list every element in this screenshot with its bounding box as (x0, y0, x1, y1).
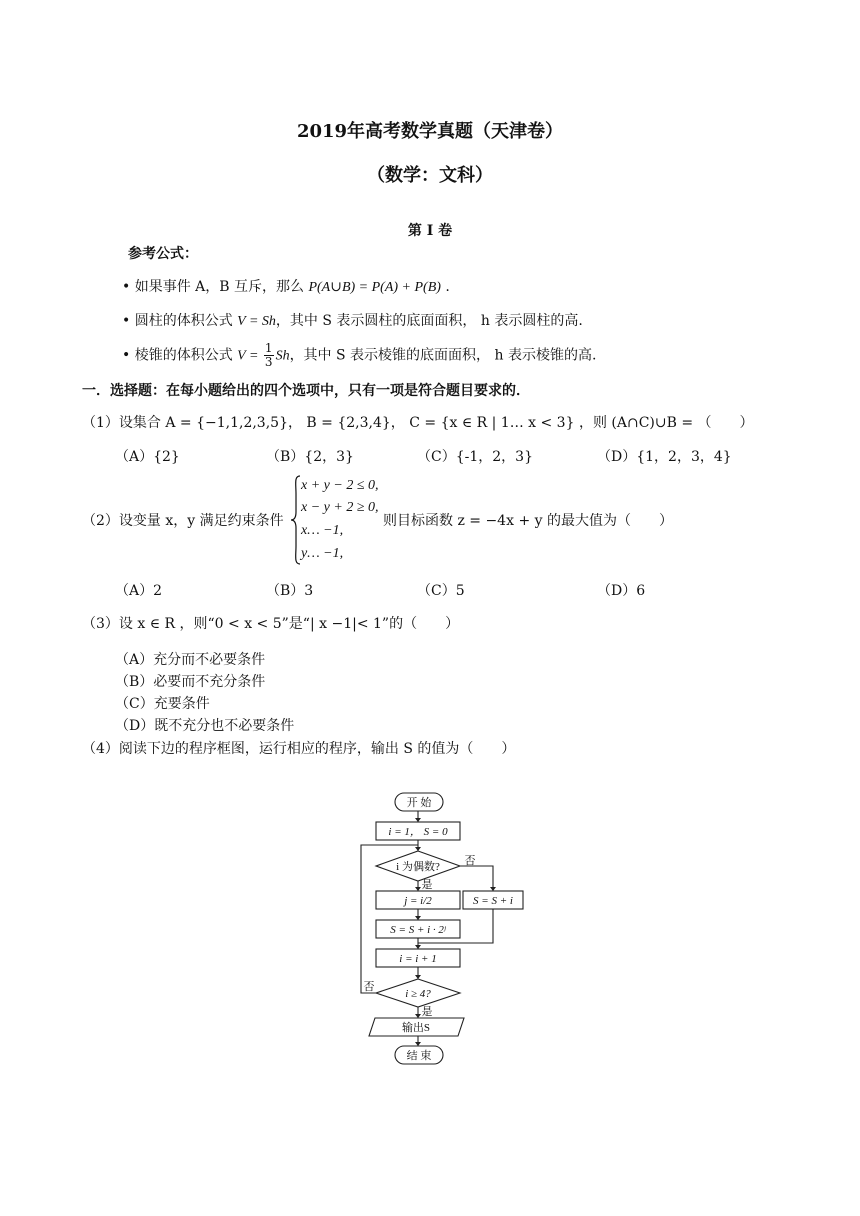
flowchart-end-label: 结 束 (406, 1050, 432, 1062)
question-2-stem-pre: （2）设变量 x，y 满足约束条件 (82, 513, 284, 529)
formula-item-3: • 棱锥的体积公式 V = $\frac{1}{3}$ Sh，其中 S 表示棱锥的底面面积， h 表示棱锥的高. (122, 341, 597, 369)
q2-option-c: （C）5 (417, 583, 465, 599)
q3-option-b: （B）必要而不充分条件 (115, 674, 266, 690)
q1-option-c: （C）{-1，2，3} (417, 449, 533, 465)
constraint-4: y… −1, (301, 546, 344, 561)
bullet-icon: • (122, 347, 131, 364)
flowchart-output-label: 输出S (401, 1022, 431, 1034)
formula-header: 参考公式： (128, 246, 198, 262)
constraint-1: x + y − 2 ≤ 0, (301, 478, 379, 493)
question-2-stem-post: 则目标函数 z = −4x + y 的最大值为（ ） (383, 513, 673, 529)
flowchart-init-label: i = 1， S = 0 (388, 826, 448, 838)
flowchart-cond1-label: i 为偶数? (396, 861, 440, 873)
q2-option-a: （A）2 (115, 583, 163, 599)
flowchart-cond2-label: i ≥ 4? (405, 988, 431, 1000)
q3-option-c: （C）充要条件 (115, 696, 210, 712)
formula-item-2: • 圆柱的体积公式 V = Sh，其中 S 表示圆柱的底面面积， h 表示圆柱的高. (122, 313, 583, 329)
flowchart-yes-label-1: 是 (421, 879, 433, 891)
bullet-icon: • (122, 313, 131, 329)
constraint-2: x − y + 2 ≥ 0, (301, 500, 379, 515)
q2-option-b: （B）3 (266, 583, 314, 599)
flowchart (350, 785, 540, 1070)
q2-option-d: （D）6 (597, 583, 646, 599)
flowchart-update-s-odd-label: S = S + i (473, 895, 513, 907)
flowchart-update-s-even-label: S = S + i · 2ʲ (390, 924, 446, 936)
question-1-stem: （1）设集合 A = {−1,1,2,3,5}， B = {2,3,4}， C = {x ∈ R | 1… x < 3} ，则 (A∩C)∪B = （ ） (82, 415, 754, 431)
q1-option-d: （D）{1，2，3，4} (597, 449, 732, 465)
flowchart-no-label-1: 否 (464, 855, 476, 867)
question-4-stem: （4）阅读下边的程序框图，运行相应的程序，输出 S 的值为（ ） (82, 741, 516, 757)
q3-option-d: （D）既不充分也不必要条件 (115, 718, 295, 734)
flowchart-start-label: 开 始 (406, 797, 432, 809)
part-label: 第 I 卷 (407, 223, 453, 239)
flowchart-assign-j-label: j = i/2 (404, 895, 432, 907)
flowchart-increment-label: i = i + 1 (399, 953, 437, 965)
flowchart-no-label-2: 否 (363, 981, 375, 993)
bullet-icon: • (122, 279, 131, 295)
flowchart-yes-label-2: 是 (421, 1006, 433, 1018)
section-heading: 一．选择题：在每小题给出的四个选项中，只有一项是符合题目要求的． (82, 383, 530, 399)
page-subtitle: （数学：文科） (367, 165, 493, 186)
q1-option-a: （A）{2} (115, 449, 180, 465)
q1-option-b: （B）{2，3} (266, 449, 354, 465)
page-title: 2019年高考数学真题（天津卷） (296, 121, 564, 142)
constraint-3: x… −1, (301, 523, 344, 538)
question-3-stem: （3）设 x ∈ R ，则“0 < x < 5”是“| x −1|< 1”的（ ） (82, 616, 460, 632)
fraction-one-third: $\frac{1}{3}$ (264, 341, 273, 369)
formula-item-1: • 如果事件 A，B 互斥，那么 P(A∪B) = P(A) + P(B) . (122, 279, 450, 295)
q3-option-a: （A）充分而不必要条件 (115, 652, 266, 668)
